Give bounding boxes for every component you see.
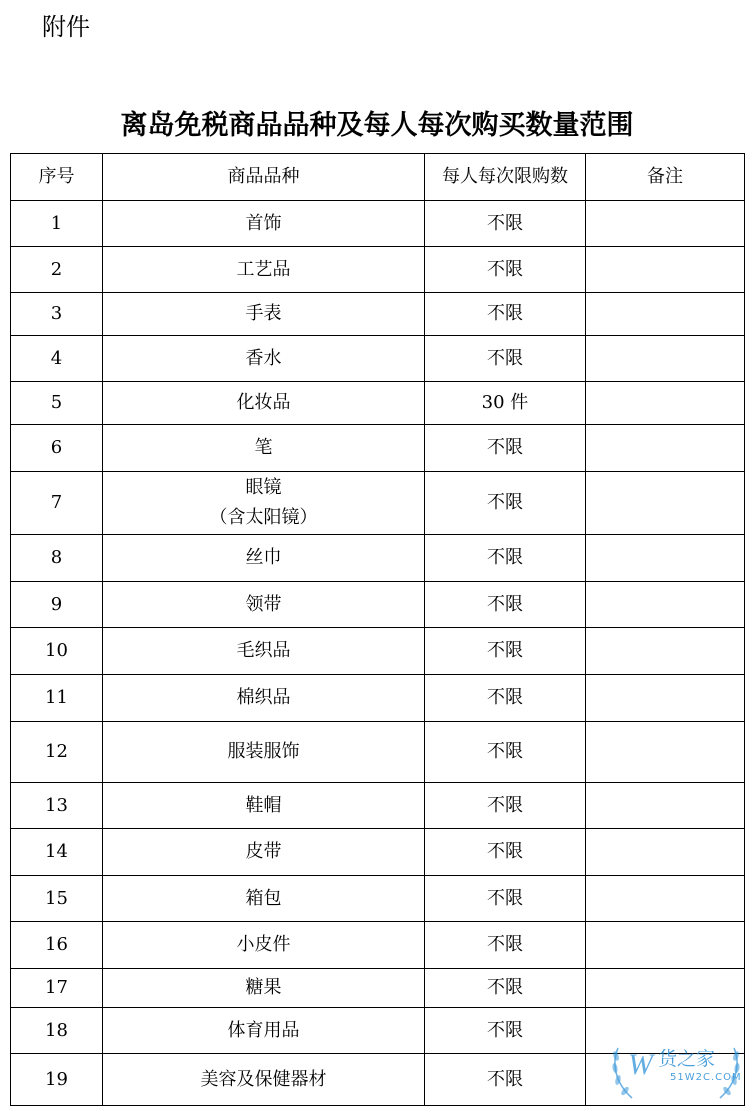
remarks <box>586 201 745 247</box>
goods-name: 化妆品 <box>103 382 425 425</box>
purchase-limit: 不限 <box>425 472 586 535</box>
watermark-domain: 51W2C.COM <box>670 1072 742 1083</box>
table-row <box>11 293 745 336</box>
row-number: 12 <box>11 722 103 783</box>
row-number: 13 <box>11 783 103 829</box>
purchase-limit: 不限 <box>425 336 586 382</box>
table-row <box>11 628 745 675</box>
table-row <box>11 247 745 293</box>
goods-name: 领带 <box>103 582 425 628</box>
watermark-logo <box>610 1040 742 1106</box>
remarks <box>586 969 745 1008</box>
remarks <box>586 722 745 783</box>
purchase-limit: 不限 <box>425 829 586 876</box>
purchase-limit: 不限 <box>425 535 586 582</box>
purchase-limit: 不限 <box>425 876 586 922</box>
goods-name: 棉织品 <box>103 675 425 722</box>
purchase-limit: 不限 <box>425 582 586 628</box>
table-row <box>11 336 745 382</box>
purchase-limit: 不限 <box>425 969 586 1008</box>
purchase-limit: 30 件 <box>425 382 586 425</box>
row-number: 4 <box>11 336 103 382</box>
goods-name: 首饰 <box>103 201 425 247</box>
table-row <box>11 722 745 783</box>
table-row <box>11 783 745 829</box>
row-number: 16 <box>11 922 103 969</box>
row-number: 14 <box>11 829 103 876</box>
goods-name: 小皮件 <box>103 922 425 969</box>
row-number: 1 <box>11 201 103 247</box>
remarks <box>586 247 745 293</box>
table-row <box>11 382 745 425</box>
watermark-brand: 货之家 <box>658 1048 716 1070</box>
table-row <box>11 675 745 722</box>
purchase-limit: 不限 <box>425 722 586 783</box>
row-number: 19 <box>11 1054 103 1106</box>
remarks <box>586 425 745 472</box>
table-row <box>11 535 745 582</box>
goods-name: 体育用品 <box>103 1008 425 1054</box>
column-header-purchase-limit: 每人每次限购数 <box>425 154 586 201</box>
goods-name: 工艺品 <box>103 247 425 293</box>
goods-name: 美容及保健器材 <box>103 1054 425 1106</box>
svg-text:W: W <box>628 1048 653 1081</box>
purchase-limit: 不限 <box>425 1054 586 1106</box>
row-number: 2 <box>11 247 103 293</box>
row-number: 8 <box>11 535 103 582</box>
remarks <box>586 293 745 336</box>
row-number: 9 <box>11 582 103 628</box>
document-title: 离岛免税商品品种及每人每次购买数量范围 <box>120 110 634 141</box>
purchase-limit: 不限 <box>425 425 586 472</box>
remarks <box>586 582 745 628</box>
purchase-limit: 不限 <box>425 293 586 336</box>
column-header-remarks: 备注 <box>586 154 745 201</box>
purchase-limit: 不限 <box>425 783 586 829</box>
table-header-row <box>11 154 745 201</box>
table-row <box>11 969 745 1008</box>
remarks <box>586 628 745 675</box>
table-row <box>11 201 745 247</box>
row-number: 5 <box>11 382 103 425</box>
remarks <box>586 876 745 922</box>
goods-name: 鞋帽 <box>103 783 425 829</box>
goods-name: 皮带 <box>103 829 425 876</box>
goods-name: 手表 <box>103 293 425 336</box>
goods-name: 毛织品 <box>103 628 425 675</box>
column-header-goods-type: 商品品种 <box>103 154 425 201</box>
table-row <box>11 582 745 628</box>
table-row <box>11 425 745 472</box>
remarks <box>586 783 745 829</box>
goods-name: 香水 <box>103 336 425 382</box>
remarks <box>586 829 745 876</box>
goods-name <box>103 472 425 535</box>
row-number: 18 <box>11 1008 103 1054</box>
table-row <box>11 829 745 876</box>
row-number: 11 <box>11 675 103 722</box>
purchase-limit: 不限 <box>425 922 586 969</box>
table-row <box>11 472 745 535</box>
table-row <box>11 922 745 969</box>
row-number: 17 <box>11 969 103 1008</box>
remarks <box>586 535 745 582</box>
purchase-limit: 不限 <box>425 675 586 722</box>
goods-name: 丝巾 <box>103 535 425 582</box>
goods-table <box>10 153 745 1106</box>
remarks <box>586 336 745 382</box>
row-number: 6 <box>11 425 103 472</box>
purchase-limit: 不限 <box>425 247 586 293</box>
purchase-limit: 不限 <box>425 1008 586 1054</box>
goods-name: 笔 <box>103 425 425 472</box>
goods-name: 糖果 <box>103 969 425 1008</box>
purchase-limit: 不限 <box>425 628 586 675</box>
remarks <box>586 922 745 969</box>
remarks <box>586 382 745 425</box>
goods-name: 服装服饰 <box>103 722 425 783</box>
goods-name: 箱包 <box>103 876 425 922</box>
row-number: 15 <box>11 876 103 922</box>
row-number: 3 <box>11 293 103 336</box>
row-number: 7 <box>11 472 103 535</box>
goods-name-line-1: 眼镜 <box>245 477 282 498</box>
column-header-number: 序号 <box>11 154 103 201</box>
remarks <box>586 472 745 535</box>
table-row <box>11 876 745 922</box>
row-number: 10 <box>11 628 103 675</box>
goods-name-line-2: （含太阳镜） <box>209 507 318 528</box>
purchase-limit: 不限 <box>425 201 586 247</box>
attachment-label: 附件 <box>42 13 90 41</box>
remarks <box>586 675 745 722</box>
